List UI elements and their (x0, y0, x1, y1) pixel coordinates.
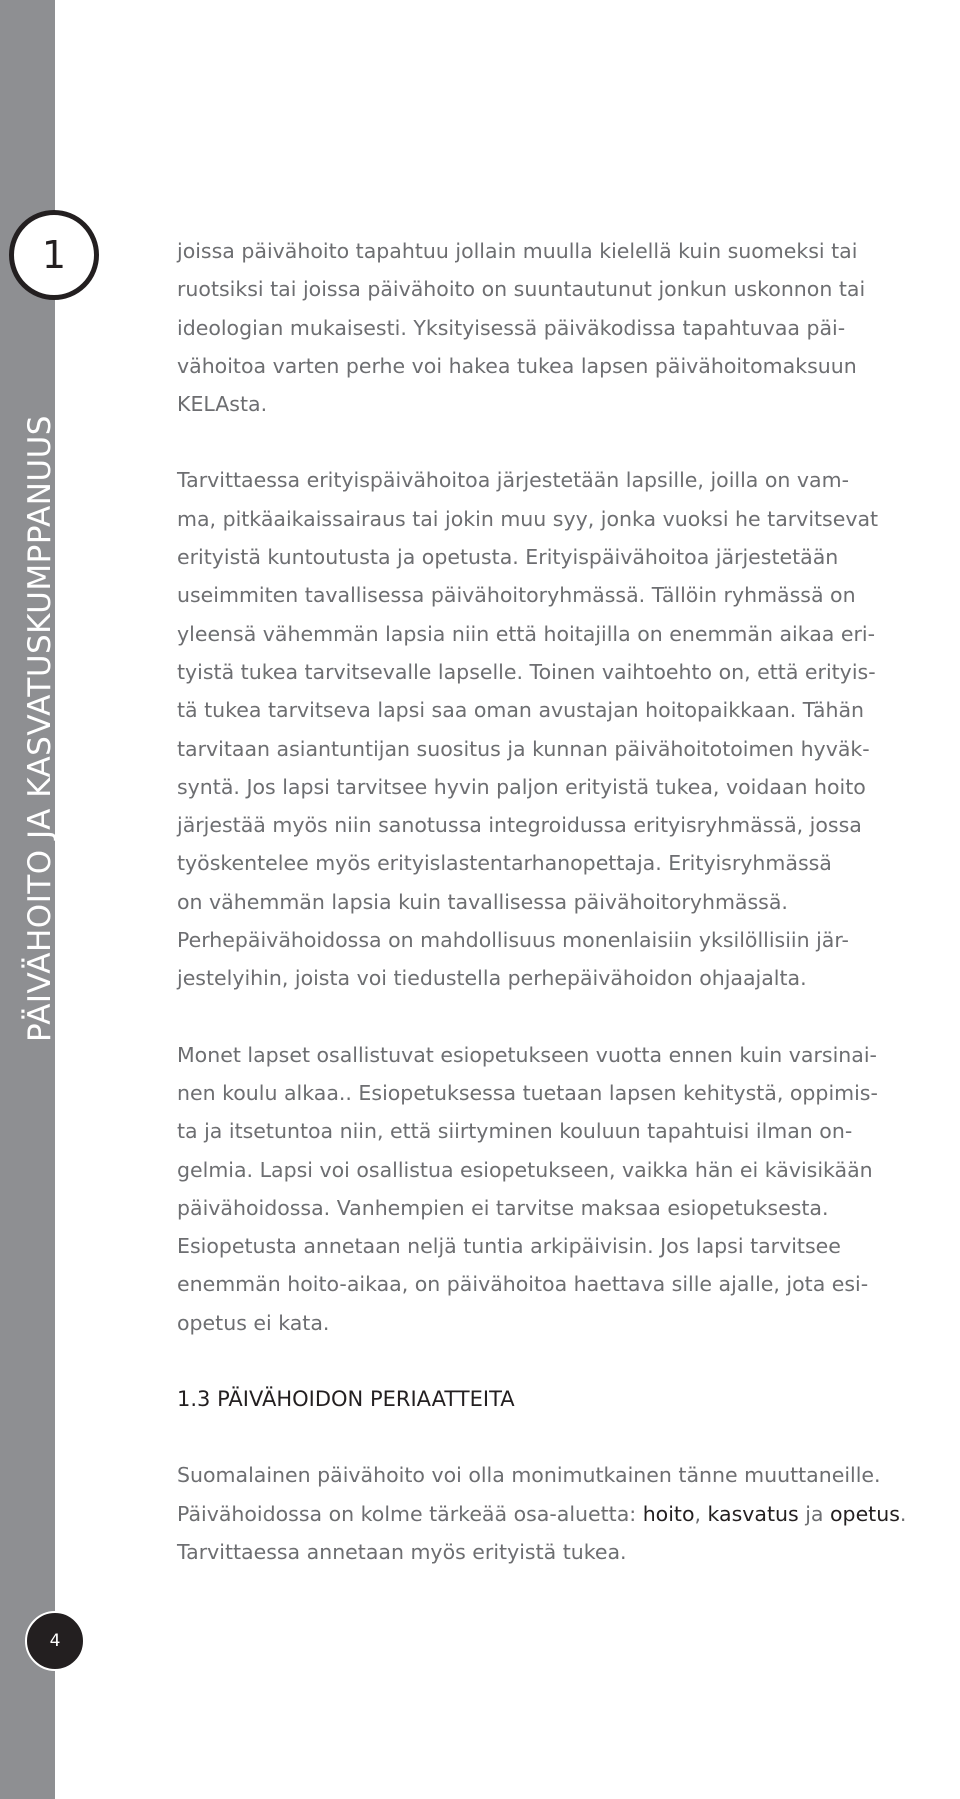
text-line: ideologian mukaisesti. Yksityisessä päiväkodissa tapahtuvaa päi- (177, 315, 846, 340)
paragraph-preschool (177, 1036, 957, 1342)
text-line: järjestää myös niin sanotussa integroidussa erityisryhmässä, jossa (177, 813, 862, 838)
text-line: työskentelee myös erityislastentarhanopettaja. Erityisryhmässä (177, 851, 832, 876)
text-line: useimmiten tavallisessa päivähoitoryhmässä. Tällöin ryhmässä on (177, 583, 856, 608)
text-line: enemmän hoito-aikaa, on päivähoitoa haettava sille ajalle, jota esi- (177, 1272, 869, 1297)
section-heading: 1.3 PÄIVÄHOIDON PERIAATTEITA (177, 1387, 515, 1412)
text-line: tä tukea tarvitseva lapsi saa oman avustajan hoitopaikkaan. Tähän (177, 698, 865, 723)
text-line: Suomalainen päivähoito voi olla monimutkainen tänne muuttaneille. (177, 1463, 881, 1488)
keyword-hoito: hoito (642, 1501, 695, 1526)
page-number-badge: 4 (25, 1611, 85, 1671)
text-line: Esiopetusta annetaan neljä tuntia arkipäivisin. Jos lapsi tarvitsee (177, 1234, 841, 1259)
keyword-kasvatus: kasvatus (707, 1501, 799, 1526)
text-line: ma, pitkäaikaissairaus tai jokin muu syy, jonka vuoksi he tarvitsevat (177, 506, 879, 531)
text-line: ruotsiksi tai joissa päivähoito on suuntautunut jonkun uskonnon tai (177, 277, 866, 302)
text-line: on vähemmän lapsia kuin tavallisessa päivähoitoryhmässä. (177, 889, 788, 914)
text-line: erityistä kuntoutusta ja opetusta. Erityispäivähoitoa järjestetään (177, 545, 839, 570)
paragraph-principles (177, 1456, 957, 1571)
text-line: jestelyihin, joista voi tiedustella perhepäivähoidon ohjaajalta. (177, 966, 807, 991)
text-segment: . (899, 1501, 907, 1526)
keyword-opetus: opetus (830, 1501, 900, 1526)
chapter-number-badge: 1 (9, 210, 99, 300)
side-chapter-title: PÄIVÄHOITO JA KASVATUSKUMPPANUUS (22, 415, 58, 1042)
text-segment: , (694, 1501, 708, 1526)
text-line: gelmia. Lapsi voi osallistua esiopetukseen, vaikka hän ei kävisikään (177, 1157, 873, 1182)
text-line: Perhepäivähoidossa on mahdollisuus monenlaisiin yksilöllisiin jär- (177, 928, 849, 953)
text-line: opetus ei kata. (177, 1310, 330, 1335)
text-line: Monet lapset osallistuvat esiopetukseen vuotta ennen kuin varsinai- (177, 1042, 877, 1067)
text-line: vähoitoa varten perhe voi hakea tukea lapsen päivähoitomaksuun (177, 353, 857, 378)
text-line: tarvitaan asiantuntijan suositus ja kunnan päivähoitotoimen hyväk- (177, 736, 870, 761)
main-text (177, 232, 957, 1571)
text-line (177, 1495, 957, 1533)
text-line: syntä. Jos lapsi tarvitsee hyvin paljon erityistä tukea, voidaan hoito (177, 774, 866, 799)
text-line: päivähoidossa. Vanhempien ei tarvitse maksaa esiopetuksesta. (177, 1195, 829, 1220)
text-line: nen koulu alkaa.. Esiopetuksessa tuetaan lapsen kehitystä, oppimis- (177, 1080, 878, 1105)
text-line: ta ja itsetuntoa niin, että siirtyminen kouluun tapahtuisi ilman on- (177, 1119, 853, 1144)
text-line: yleensä vähemmän lapsia niin että hoitajilla on enemmän aikaa eri- (177, 621, 876, 646)
text-line: Tarvittaessa annetaan myös erityistä tukea. (177, 1539, 627, 1564)
paragraph-private-daycare (177, 232, 957, 423)
paragraph-special-daycare (177, 461, 957, 997)
text-line: tyistä tukea tarvitsevalle lapselle. Toinen vaihtoehto on, että erityis- (177, 659, 876, 684)
text-line: Tarvittaessa erityispäivähoitoa järjestetään lapsille, joilla on vam- (177, 468, 849, 493)
text-line: joissa päivähoito tapahtuu jollain muulla kielellä kuin suomeksi tai (177, 239, 858, 263)
text-segment: Päivähoidossa on kolme tärkeää osa-aluetta: (177, 1501, 643, 1526)
text-segment: ja (798, 1501, 831, 1526)
text-line: KELAsta. (177, 392, 268, 417)
